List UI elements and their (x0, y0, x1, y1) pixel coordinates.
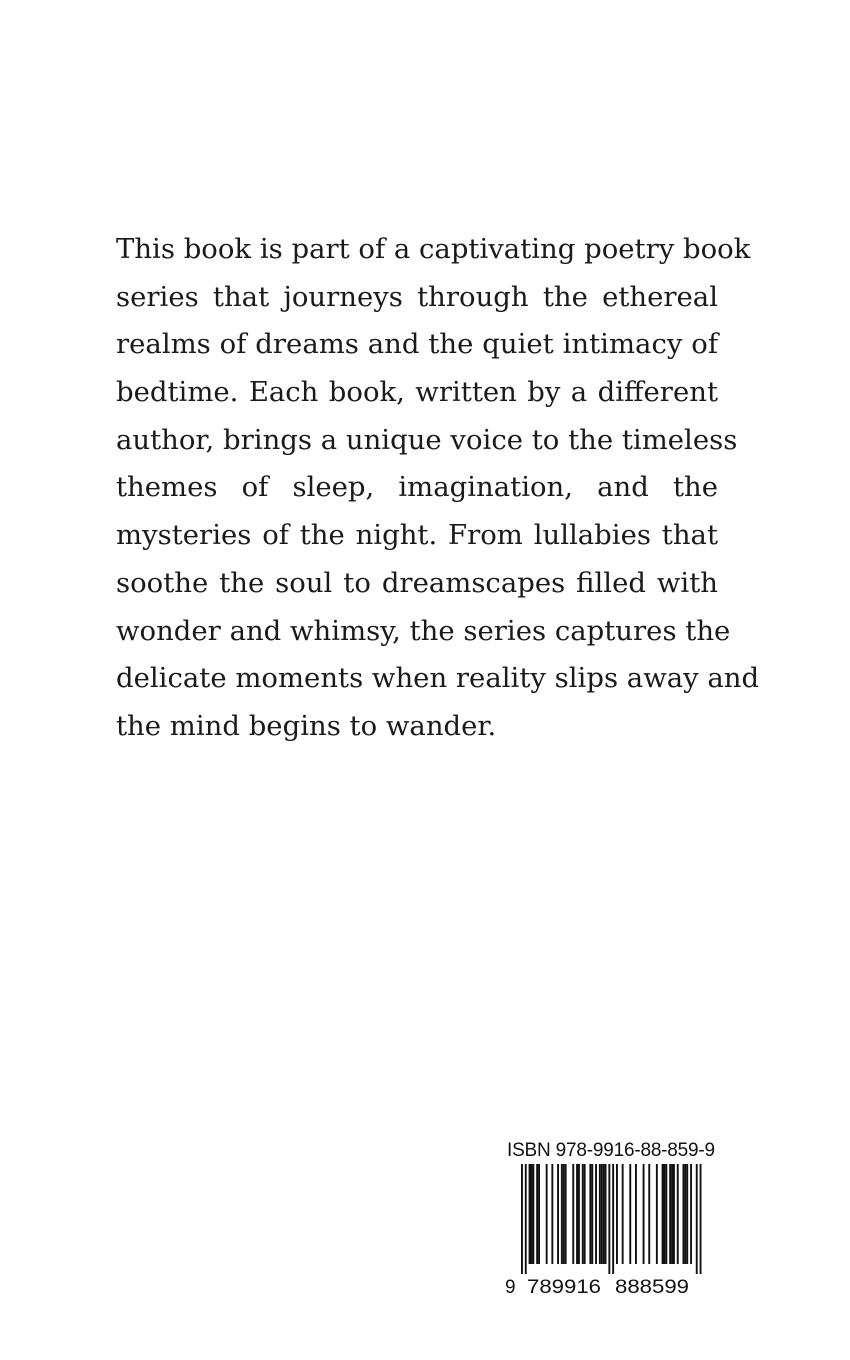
barcode-bar (612, 1164, 614, 1274)
barcode-bar (529, 1164, 531, 1264)
barcode-bar (546, 1164, 548, 1264)
back-cover-blurb (116, 226, 760, 751)
blurb-line: author, brings a unique voice to the timeless (116, 423, 738, 456)
blurb-line: This book is part of a captivating poetry book (116, 233, 751, 265)
barcode-bar (561, 1164, 563, 1264)
barcode-bar (599, 1164, 601, 1264)
blurb-line: series that journeys through the ethereal (116, 280, 718, 313)
blurb-line: themes of sleep, imagination, and the (116, 471, 718, 504)
barcode-bar (563, 1164, 565, 1264)
barcode-bar (536, 1164, 538, 1264)
blurb-line: mysteries of the night. From lullabies that (116, 519, 718, 552)
barcode-bar (690, 1164, 692, 1264)
barcode-bar (538, 1164, 540, 1264)
barcode-bar (589, 1164, 591, 1264)
barcode-bars (521, 1164, 702, 1274)
barcode-left-digits: 789916 (527, 1277, 601, 1298)
barcode-bar (643, 1164, 645, 1264)
barcode-bar (591, 1164, 593, 1264)
isbn-label: ISBN 978-9916-88-859-9 (507, 1140, 715, 1161)
barcode-graphic (503, 1164, 715, 1304)
blurb-line: soothe the soul to dreamscapes filled with (116, 566, 718, 599)
barcode-bar (525, 1164, 527, 1274)
barcode-bar (605, 1164, 607, 1264)
barcode-bar (557, 1164, 559, 1264)
barcode-bar (656, 1164, 658, 1264)
blurb-line: bedtime. Each book, written by a different (116, 376, 718, 409)
blurb-line: delicate moments when reality slips away and (116, 662, 760, 695)
blurb-line: wonder and whimsy, the series captures the (116, 614, 731, 647)
barcode-bar (700, 1164, 702, 1274)
barcode-first-digit: 9 (505, 1277, 516, 1298)
barcode-bar (635, 1164, 637, 1264)
barcode-bar (696, 1164, 698, 1274)
barcode-bar (677, 1164, 679, 1264)
barcode-bar (595, 1164, 597, 1264)
barcode-bar (601, 1164, 603, 1264)
barcode-bar (648, 1164, 650, 1264)
barcode-bar (671, 1164, 673, 1264)
barcode-bar (629, 1164, 631, 1264)
blurb-line: realms of dreams and the quiet intimacy of (116, 328, 718, 361)
barcode-bar (572, 1164, 574, 1264)
blurb-line: the mind begins to wander. (116, 709, 497, 742)
barcode-right-digits: 888599 (615, 1277, 689, 1298)
barcode-bar (664, 1164, 666, 1264)
barcode-bar (622, 1164, 624, 1264)
barcode-bar (582, 1164, 584, 1264)
barcode-bar (578, 1164, 580, 1264)
barcode-bar (662, 1164, 664, 1264)
barcode-bar (616, 1164, 618, 1264)
barcode-bar (684, 1164, 686, 1264)
barcode-bar (608, 1164, 610, 1274)
barcode-bar (673, 1164, 675, 1264)
barcode-bar (683, 1164, 685, 1264)
barcode-bar (576, 1164, 578, 1264)
barcode-bar (521, 1164, 523, 1274)
barcode-bar (669, 1164, 671, 1264)
barcode-bar (584, 1164, 586, 1264)
barcode-bar (531, 1164, 533, 1264)
isbn-barcode (503, 1136, 715, 1306)
barcode-bar (603, 1164, 605, 1264)
barcode-bar (686, 1164, 688, 1264)
barcode-bar (532, 1164, 534, 1264)
barcode-bar (665, 1164, 667, 1264)
barcode-bar (565, 1164, 567, 1264)
barcode-bar (551, 1164, 553, 1264)
